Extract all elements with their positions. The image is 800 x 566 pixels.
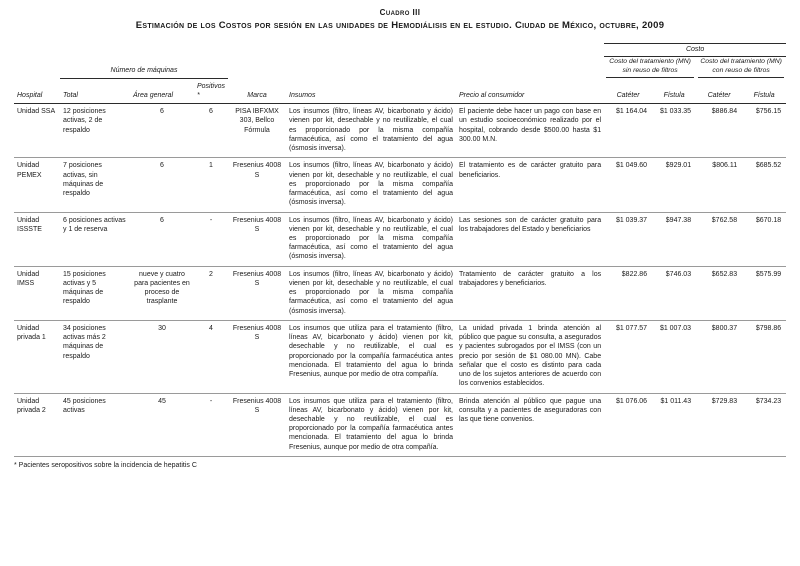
costo-con-cateter-cell: $886.84 bbox=[696, 104, 742, 158]
table-row bbox=[14, 212, 786, 266]
numero-maquinas-header: Número de máquinas bbox=[60, 57, 228, 78]
positivos-cell: - bbox=[194, 393, 228, 456]
footnote: * Pacientes seropositivos sobre la incidencia de hepatitis C bbox=[14, 461, 197, 469]
marca-cell: Fresenius 4008 S bbox=[228, 393, 286, 456]
total-cell: 12 posiciones activas, 2 de respaldo bbox=[60, 104, 130, 158]
area-general-cell: nueve y cuatro para pacientes en proceso de trasplante bbox=[130, 266, 194, 320]
positivos-header: Positivos* bbox=[194, 78, 228, 103]
column-header-row bbox=[14, 78, 786, 103]
positivos-cell: 1 bbox=[194, 158, 228, 212]
costo-con-fistula-cell: $798.86 bbox=[742, 320, 786, 393]
hospital-cell: Unidad privada 2 bbox=[14, 393, 60, 456]
cost-table bbox=[14, 43, 786, 457]
insumos-cell: Los insumos (filtro, líneas AV, bicarbonato y ácido) vienen por kit, desechable y no reutilizable, el cual es proporcionado por la misma compañía farmacéutica, así como el tratamiento del agua (ósmosis inversa). bbox=[286, 266, 456, 320]
total-cell: 15 posiciones activas y 5 máquinas de respaldo bbox=[60, 266, 130, 320]
area-general-cell: 30 bbox=[130, 320, 194, 393]
hospital-cell: Unidad PEMEX bbox=[14, 158, 60, 212]
positivos-cell: 4 bbox=[194, 320, 228, 393]
hospital-cell: Unidad SSA bbox=[14, 104, 60, 158]
costo-sin-fistula-cell: $1 011.43 bbox=[652, 393, 696, 456]
area-general-cell: 6 bbox=[130, 158, 194, 212]
total-cell: 45 posiciones activas bbox=[60, 393, 130, 456]
costo-group-row bbox=[14, 44, 786, 57]
costo-sin-fistula-cell: $947.38 bbox=[652, 212, 696, 266]
hospital-cell: Unidad privada 1 bbox=[14, 320, 60, 393]
subgroup-header-row bbox=[14, 57, 786, 78]
hospital-cell: Unidad ISSSTE bbox=[14, 212, 60, 266]
costo-sin-cateter-cell: $1 077.57 bbox=[604, 320, 652, 393]
area-general-cell: 45 bbox=[130, 393, 194, 456]
table-row bbox=[14, 393, 786, 456]
total-cell: 6 posiciones activas y 1 de reserva bbox=[60, 212, 130, 266]
total-header: Total bbox=[60, 78, 130, 103]
marca-cell: Fresenius 4008 S bbox=[228, 158, 286, 212]
costo-con-fistula-cell: $575.99 bbox=[742, 266, 786, 320]
costo-con-cateter-cell: $800.37 bbox=[696, 320, 742, 393]
precio-cell: Tratamiento de carácter gratuito a los trabajadores y beneficiarios. bbox=[456, 266, 604, 320]
area-general-header: Área general bbox=[130, 78, 194, 103]
marca-header: Marca bbox=[228, 78, 286, 103]
positivos-cell: 2 bbox=[194, 266, 228, 320]
marca-cell: Fresenius 4008 S bbox=[228, 212, 286, 266]
costo-con-cateter-cell: $729.83 bbox=[696, 393, 742, 456]
costo-sin-fistula-cell: $929.01 bbox=[652, 158, 696, 212]
fistula-sin-header: Fístula bbox=[652, 78, 696, 103]
insumos-cell: Los insumos (filtro, líneas AV, bicarbonato y ácido) vienen por kit, desechable y no reutilizable, el cual es proporcionado por la misma compañía farmacéutica, así como el tratamiento del agua (ósmosis inversa). bbox=[286, 158, 456, 212]
table-row bbox=[14, 158, 786, 212]
marca-cell: Fresenius 4008 S bbox=[228, 320, 286, 393]
positivos-cell: - bbox=[194, 212, 228, 266]
area-general-cell: 6 bbox=[130, 104, 194, 158]
area-general-cell: 6 bbox=[130, 212, 194, 266]
table-title: Estimación de los Costos por sesión en las unidades de Hemodiálisis en el estudio. Ciudad de México, octubre, 2009 bbox=[135, 20, 665, 31]
precio-header: Precio al consumidor bbox=[456, 78, 604, 103]
costo-sin-fistula-cell: $746.03 bbox=[652, 266, 696, 320]
precio-cell: La unidad privada 1 brinda atención al público que pague su consulta, a asegurados y pacientes subrogados por el IMSS (con un precio por sesión de $1 080.00 MN). Cabe señalar que el costo es distinto para cada uno de los sujetos anteriores de acuerdo con los convenios establecidos. bbox=[456, 320, 604, 393]
insumos-cell: Los insumos que utiliza para el tratamiento (filtro, líneas AV, bicarbonato y ácido) vienen por kit, desechable y no reutilizable, el cual es proporcionado por la compañía farmacéutica antes mencionada. El tratamiento del agua lo brinda Fresenius, aunque por medio de otra compañía. bbox=[286, 320, 456, 393]
insumos-header: Insumos bbox=[286, 78, 456, 103]
con-reuso-header: Costo del tratamiento (MN) con reuso de filtros bbox=[696, 57, 786, 78]
insumos-cell: Los insumos (filtro, líneas AV, bicarbonato y ácido) vienen por kit, desechable y no reutilizable, el cual es proporcionado por la misma compañía farmacéutica, así como el tratamiento del agua (ósmosis inversa). bbox=[286, 212, 456, 266]
costo-sin-cateter-cell: $822.86 bbox=[604, 266, 652, 320]
total-cell: 34 posiciones activas más 2 máquinas de respaldo bbox=[60, 320, 130, 393]
positivos-cell: 6 bbox=[194, 104, 228, 158]
hospital-header: Hospital bbox=[14, 78, 60, 103]
cateter-sin-header: Catéter bbox=[604, 78, 652, 103]
hospital-cell: Unidad IMSS bbox=[14, 266, 60, 320]
costo-con-cateter-cell: $762.58 bbox=[696, 212, 742, 266]
marca-cell: Fresenius 4008 S bbox=[228, 266, 286, 320]
precio-cell: Brinda atención al público que pague una consulta y a pacientes de aseguradoras con las que tiene convenios. bbox=[456, 393, 604, 456]
costo-sin-cateter-cell: $1 076.06 bbox=[604, 393, 652, 456]
costo-sin-fistula-cell: $1 033.35 bbox=[652, 104, 696, 158]
marca-cell: PISA IBFXMX 303, Bellco Fórmula bbox=[228, 104, 286, 158]
costo-con-fistula-cell: $756.15 bbox=[742, 104, 786, 158]
insumos-cell: Los insumos (filtro, líneas AV, bicarbonato y ácido) vienen por kit, desechable y no reutilizable, el cual es proporcionado por la misma compañía farmacéutica, así como el tratamiento del agua (ósmosis inversa). bbox=[286, 104, 456, 158]
costo-con-fistula-cell: $685.52 bbox=[742, 158, 786, 212]
table-number-title: Cuadro III bbox=[379, 8, 421, 17]
table-row bbox=[14, 266, 786, 320]
costo-con-cateter-cell: $806.11 bbox=[696, 158, 742, 212]
costo-sin-cateter-cell: $1 049.60 bbox=[604, 158, 652, 212]
table-row bbox=[14, 320, 786, 393]
sin-reuso-header: Costo del tratamiento (MN) sin reuso de filtros bbox=[604, 57, 696, 78]
precio-cell: Las sesiones son de carácter gratuito para los trabajadores del Estado y beneficiarios bbox=[456, 212, 604, 266]
costo-con-fistula-cell: $734.23 bbox=[742, 393, 786, 456]
costo-sin-fistula-cell: $1 007.03 bbox=[652, 320, 696, 393]
insumos-cell: Los insumos que utiliza para el tratamiento (filtro, líneas AV, bicarbonato y ácido) vienen por kit, desechable y no reutilizable, el cual es proporcionado por la compañía farmacéutica antes mencionada. El tratamiento del agua lo brinda Fresenius, aunque por medio de otra compañía. bbox=[286, 393, 456, 456]
precio-cell: El paciente debe hacer un pago con base en un estudio socioeconómico realizado por el hospital, cobrando desde $500.00 hasta $1 300.00 M.N. bbox=[456, 104, 604, 158]
cateter-con-header: Catéter bbox=[696, 78, 742, 103]
total-cell: 7 posiciones activas, sin máquinas de respaldo bbox=[60, 158, 130, 212]
costo-sin-cateter-cell: $1 039.37 bbox=[604, 212, 652, 266]
fistula-con-header: Fístula bbox=[742, 78, 786, 103]
precio-cell: El tratamiento es de carácter gratuito para beneficiarios. bbox=[456, 158, 604, 212]
table-row bbox=[14, 104, 786, 158]
costo-sin-cateter-cell: $1 164.04 bbox=[604, 104, 652, 158]
costo-con-cateter-cell: $652.83 bbox=[696, 266, 742, 320]
costo-con-fistula-cell: $670.18 bbox=[742, 212, 786, 266]
costo-group-header: Costo bbox=[604, 44, 786, 57]
